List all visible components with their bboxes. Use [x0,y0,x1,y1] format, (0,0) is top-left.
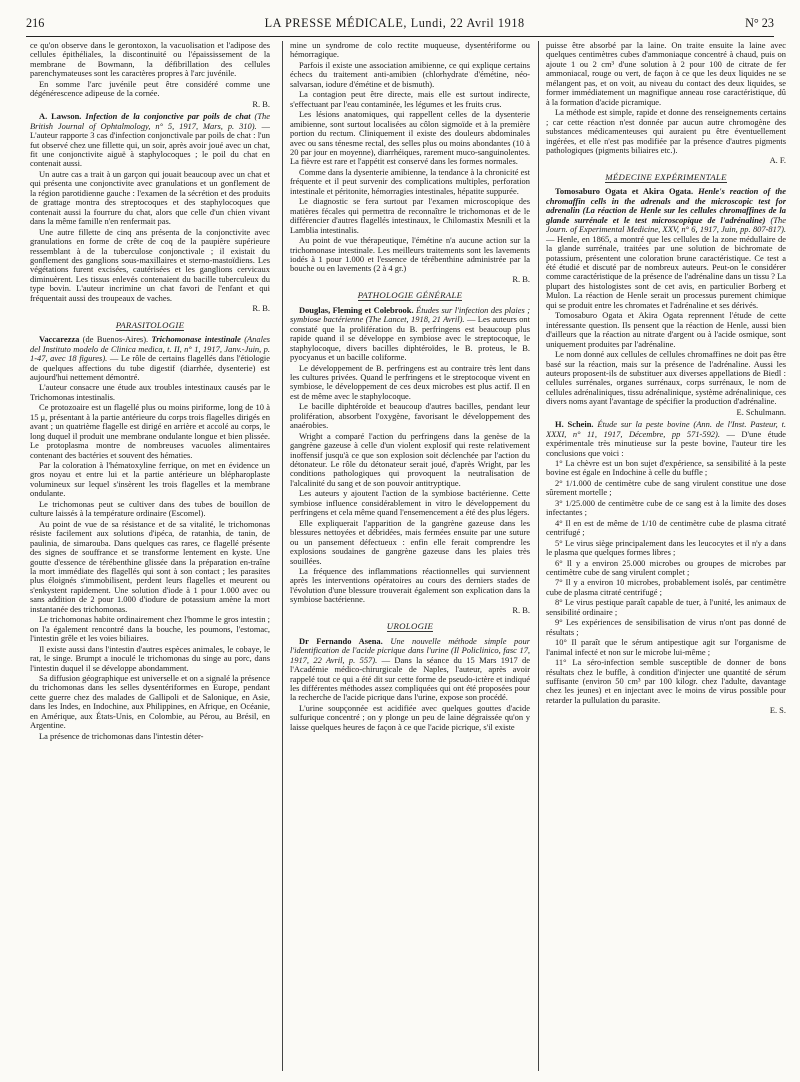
paragraph: Les auteurs y ajoutent l'action de la symbiose bactérienne. Cette symbiose influence considérablement in vitro le développement du perfringens et cela même quand l'ensemencement a été des plus légers. [290,488,530,518]
paragraph: ce qu'on observe dans le gerontoxon, la vacuolisation et l'adipose des cellules épithéliales, la discontinuité ou l'épaississement de la membrane de Bowmann, la défibrillation des cellules parenchymateuses sont les caractères propres à l'arc juvénile. [30,41,270,79]
paragraph: Le développement de B. perfringens est au contraire très lent dans les cultures privées. Quand le perfringens et le streptocoque vivent en symbiose, le développement de ces deux microbes est plus actif. Il en est de même avec le staphylocoque. [290,362,530,401]
paragraph: Il existe aussi dans l'intestin d'autres espèces animales, le cobaye, le rat, le singe. Brumpt a inoculé le trichomonas du singe au porc, dans l'intestin duquel il se développe abondamment. [30,643,270,673]
paragraph: Un autre cas a trait à un garçon qui jouait beaucoup avec un chat et qui présenta une conjonctivite avec granulations et un gonflement de la région parotidienne gauche : l'examen de la sécrétion et des produits de grattage montra des streptocoques et des staphylocoques que contenait aussi la fourrure du chat, alors que celle d'un chien vivant dans la même famille n'en renfermait pas. [30,168,270,227]
article-douglas [290,306,530,363]
signature: R. B. [252,303,270,314]
article-title: Henle's reaction of the chromaffin cells in the adrenals and the microscopic test for adrenalin (La réaction de Henle sur les cellules chromaffines de la glande surrénale et le test microscopique de l'adrénaline) [546,186,786,225]
section-heading: PARASITOLOGIE [115,319,185,330]
paragraph: Le bacille diphtéroïde et beaucoup d'autres bacilles, pendant leur prolifération, absorbent l'oxygène, favorisant le développement des anaérobies. [290,401,530,431]
paragraph: Les lésions anatomiques, qui rappellent celles de la dysenterie amibienne, sont surtout localisées au côlon sigmoïde et à la première portion du rectum. Cliniquement il existe des douleurs abdominales avec ou sans ténesme rectal, des selles plus ou moins abondantes (10 à 20 par jour en moyenne), diarrhéiques, rarement muco-sanguinolentes. La fièvre est rare et l'appétit est conservé dans les formes normales. [290,109,530,167]
section-heading: UROLOGIE [386,621,434,632]
article-ogata [546,187,786,310]
section-heading: MÉDECINE EXPÉRIMENTALE [605,171,727,182]
section-heading: PATHOLOGIE GÉNÉRALE [357,290,463,301]
paragraph: mine un syndrome de colo rectite muqueuse, dysentériforme ou hémorragique. [290,41,530,60]
list-item: 2° 1/1.000 de centimètre cube de sang virulent constitue une dose sûrement mortelle ; [546,477,786,498]
paragraph: Comme dans la dysenterie amibienne, la tendance à la chronicité est fréquente et il peut survenir des complications multiples, perforation intestinale et péritonite, hémorragies intestinales, hépatite suppurée. [290,166,530,196]
article-text: — D'une étude expérimentale très minutieuse sur la peste bovine, l'auteur tire les conclusions que voici : [546,428,786,458]
signature: R. B. [512,273,530,284]
article-reference: (Il Policlinico, fasc 17, 1917, 22 Avril, p. 557). [290,645,530,665]
journal-title: LA PRESSE MÉDICALE, Lundi, 22 Avril 1918 [264,16,525,30]
column-1 [30,41,270,1071]
paragraph: L'urine soupçonnée est acidifiée avec quelques gouttes d'acide sulfurique concentré ; on y plonge un peu de laine dégraissée qu'on y laisse quelques heures de façon à ce que l'acide picrique, s'il existe [290,702,530,732]
article-reference: (Ann. de l'Inst. Pasteur, t. XXXI, n° 11, 1917, Décembre, pp 571-592). [546,419,786,439]
paragraph: En somme l'arc juvénile peut être considéré comme une dégénérescence adipeuse de la cornée. [30,78,270,99]
list-item: 4° Il en est de même de 1/10 de centimètre cube de plasma citraté centrifugé ; [546,517,786,538]
list-item: 11° La séro-infection semble susceptible de donner de bons résultats chez le buffle, à condition d'injecter une quantité de sérum suffisante (environ 50 cm³ par 100 kilogr. chez l'adulte, davantage chez les jeunes) et en injectant avec le moins de virus possible pour retarder la pullulation du parasite. [546,657,786,705]
article-title: Une nouvelle méthode simple pour l'identification de l'acide picrique dans l'urine [290,635,530,656]
article-author: H. Schein. [555,419,594,430]
article-author: Tomosaburo Ogata et Akira Ogata. [555,186,694,197]
article-text: — L'auteur rapporte 3 cas d'infection conjonctivale par poils de chat : l'un fut observé chez une fillette qui, un soir, après avoir joué avec un chat, fit une conjonctivite aiguë à staphylocoques ; le poil du chat en contenait aussi. [30,120,270,169]
paragraph: Elle expliquerait l'apparition de la gangrène gazeuse dans les blessures nettoyées et débridées, mais fermées ensuite par une suture ou un pansement défectueux : enfin elle ferait comprendre les explosions soudaines de gangrène gazeuse dans les plaies très souillées. [290,517,530,566]
article-author: Douglas, Fleming et Colebrook. [299,304,414,315]
article-asena [290,637,530,703]
article-reference: (The Lancet, 1918, 21 Avril). [365,314,465,325]
list-item: 1° La chèvre est un bon sujet d'expérience, sa sensibilité à la peste bovine est égale en Indochine à celle du buffle ; [546,458,786,478]
page-number: 216 [26,16,45,30]
article-reference: (The British Journal of Ophtalmology, n° 5, 1917, Mars, p. 310). [30,111,270,131]
header-rule [26,36,774,37]
paragraph: Le trichomonas habite ordinairement chez l'homme le gros intestin ; on l'a également rencontré dans la bouche, les poumons, l'estomac, l'intestin grêle et les voies biliaires. [30,614,270,644]
column-2 [290,41,530,1071]
paragraph: Par la coloration à l'hématoxyline ferrique, on met en évidence un gros noyau et entre lui et la partie antérieure un blépharoplaste volumineux sur lequel s'insèrent les trois flagelles et la membrane ondulante. [30,460,270,499]
signature: E. Schulmann. [736,406,786,417]
article-schein [546,420,786,458]
article-reference: (The Journ. of Experimental Medicine, XXV, n° 6, 1917, Juin, pp. 807-817). [546,214,786,235]
paragraph: Ce protozoaire est un flagellé plus ou moins piriforme, long de 10 à 15 μ, présentant à la partie antérieure du corps trois flagelles dirigés en avant ; un quatrième flagelle est dirigé en arrière et accolé au corps, le long duquel il produit une membrane ondulante longue et bien plissée. Le protoplasma montre de nombreuses vacuoles alimentaires contenant des bactéries et souvent des hématies. [30,402,270,460]
paragraph: La fréquence des inflammations réactionnelles qui surviennent après les interventions opératoires au cours des derniers stades de l'évolution d'une blessure trouverait également son explication dans la symbiose bactérienne. [290,566,530,605]
paragraph: puisse être absorbé par la laine. On traite ensuite la laine avec quelques centimètres cubes d'ammoniaque concentré à chaud, puis on ajoute 1 ou 2 cm³ d'une solution à 2 pour 100 de citrate de fer ammoniacal, rouge ou vert, de façon à ce que les deux liquides ne se mélangent pas, et on voit, au niveau du contact des deux liquides, se former immédiatement un magnifique anneau rose caractéristique, dû à la formation d'acide picramique. [546,41,786,107]
paragraph: Tomosaburo Ogata et Akira Ogata reprennent l'étude de cette intéressante question. Ils pensent que la réaction de Henle, aussi bien d'ailleurs que la réaction au nitrate d'argent ou à l'acide osmique, sont uniquement produites par l'adrénaline. [546,310,786,349]
paragraph: L'auteur consacre une étude aux troubles intestinaux causés par le Trichomonas intestinalis. [30,382,270,402]
paragraph: Le diagnostic se fera surtout par l'examen microscopique des matières fécales qui permettra de reconnaître le trichomonas et de le différencier d'autres flagellés intestinaux, le Chilomastix Mesnili et la Lamblia intestinalis. [290,196,530,235]
list-item: 5° Le virus siège principalement dans les leucocytes et il n'y a dans le plasma que quelques formes libres ; [546,537,786,558]
article-text: — Les auteurs ont constaté que la prolifération du B. perfringens est beaucoup plus rapide quand il se développe en symbiose avec le streptocoque, le staphylocoque, divers bacilles diphtéroïdes, le B. proteus, le B. pyocyanus et un bacille coliforme. [290,314,530,363]
issue-number: N° 23 [745,16,774,30]
paragraph: Une autre fillette de cinq ans présenta de la conjonctivite avec granulations en forme de crête de coq de la paupière supérieure ressemblant à de la tuberculose conjonctivale ; il existait du gonflement des ganglions sous-maxillaires et sterno-mastoïdiens. Les végétations furent excisées, cautérisées et les ganglions cervicaux diminuèrent. Les tissus enlevés contenaient du bacille tuberculeux du type bovin. L'auteur incrimine un chat favori de l'enfant et qui fréquentait aussi des troupeaux de vaches. [30,226,270,303]
article-title: Infection de la conjonctive par poils de chat [85,111,251,122]
paragraph: La présence de trichomonas dans l'intestin déter- [39,730,204,741]
article-title: Trichomonase intestinale [151,334,241,345]
paragraph: Parfois il existe une association amibienne, ce qui explique certains échecs du traitement anti-amibien (chlorhydrate d'émétine, néo-salvarsan, iodure d'émétine et de bismuth). [290,59,530,89]
article-text: — Dans la séance du 15 Mars 1917 de l'Académie médico-chirurgicale de Naples, l'auteur, après avoir rappelé tout ce qui a été dit sur cette forme de pseudo-ictère et indiqué les différentes méthodes assez compliquées qui ont été proposées pour la recherche de l'acide picrique dans l'urine, expose son procédé. [290,654,530,703]
article-author: A. Lawson. [39,111,82,122]
list-item: 9° Les expériences de sensibilisation de virus n'ont pas donné de résultats ; [546,617,786,637]
article-lawson [30,112,270,169]
list-item: 8° Le virus pestique paraît capable de tuer, à l'unité, les animaux de sensibilité ordinaire ; [546,597,786,617]
signature: E. S. [769,705,786,716]
article-author: Dr Fernando Asena. [299,635,383,646]
signature: A. F. [769,155,786,166]
paragraph: Le trichomonas peut se cultiver dans des tubes de bouillon de culture laissés à la température ordinaire (Escomel). [30,498,270,519]
paragraph: Sa diffusion géographique est universelle et on a signalé la présence du trichomonas dans les selles dysentériformes en Europe, pendant cette guerre chez des malades de Gallipoli et de Salonique, en Asie, dans les Indes, en Indochine, aux Philippines, en Afrique, en Océanie, en Amérique, aux États-Unis, en Colombie, au Pérou, au Brésil, en Argentine. [30,673,270,731]
paragraph: Au point de vue thérapeutique, l'émétine n'a aucune action sur la trichomonase intestinale. Les meilleurs traitements sont les lavements iodés à 1 pour 1.000 et l'essence de térébenthine administrée par la bouche ou en lavements (2 à 4 gr.) [290,235,530,274]
article-text: — Henle, en 1865, a montré que les cellules de la zone médullaire de la glande surrénale, traitées par une solution de bichromate de potassium, présentent une coloration brune caractéristique. Ce test a été étudié et discuté par de nombreux auteurs. Peut-on le considérer comme caractéristique de la présence de l'adrénaline dans un tissu ? La plupart des histologistes sont de cet avis, en particulier Borberg et Mulon. La réaction de Henle serait un processus purement chimique qui se produit entre les chromates et l'adrénaline et ses dérivés. [546,233,786,310]
page-header [26,16,774,34]
article-origin: (de Buenos-Aires). [82,334,149,345]
article-reference: (Anales del Instituto modelo de Clinica medica, t. II, n° 1, 1917, Janv.-Juin, p. 1-47, avec 18 figures). [30,334,270,364]
column-3 [546,41,786,1071]
article-title: Études sur l'infection des plaies ; symbiose bactérienne [290,304,530,325]
paragraph: La contagion peut être directe, mais elle est surtout indirecte, s'effectuant par l'eau contaminée, les légumes et les fruits crus. [290,89,530,109]
paragraph: Au point de vue de sa résistance et de sa vitalité, le trichomonas résiste facilement aux solutions d'ipéca, de ratanhia, de tanin, de paulinia, de simarouba. Dans quelques cas rares, ce flagellé présente des signes de souffrance et se transforme lentement en kyste. Une goutte d'essence de térébenthine glissée dans la préparation en-traîne la mort immédiate des flagellés qui sont à son contact ; les parasites plus éloignés s'immobilisent, perdent leurs flagelles et meurent ou s'enkystent rapidement. Une solution d'iode à 1 pour 1.000 avec ou sans addition de 2 pour 1.000 d'iodure de potassium amène la mort instantanée des trichomonas. [30,518,270,614]
list-item: 6° Il y a environ 25.000 microbes ou groupes de microbes par centimètre cube de sang virulent complet ; [546,557,786,578]
paragraph: Wright a comparé l'action du perfringens dans la genèse de la gangrène gazeuse à celle d'un violent explosif qui reste relativement inoffensif jusqu'à ce que son explosion soit déclenchée par l'action du détonateur. Le rôle du détonateur serait joué, d'après Wright, par les conditions pathologiques qui provoquent la neutralisation de l'alcalinité du sang et de son pouvoir antitryptique. [290,430,530,488]
article-vaccarezza [30,335,270,382]
signature: R. B. [252,98,270,109]
column-divider [538,41,539,1071]
paragraph: Le nom donné aux cellules de cellules chromaffines ne doit pas être basé sur la réaction, mais sur la présence de l'adrénaline. Aussi les auteurs proposent-ils de substituer aux diverses appellations de Biedl : cellules surrénales, organes surrénaux, corps surrénaux, le nom de cellules adrénaliniques, tissu adrénalinique, système adrénalinique, ces divers noms ayant l'avantage de spécifier la production d'adrénaline. [546,349,786,407]
article-title: Étude sur la peste bovine [597,419,690,430]
list-item: 7° Il y a environ 10 microbes, probablement isolés, par centimètre cube de plasma citraté centrifugé ; [546,577,786,597]
list-item: 3° 1/25.000 de centimètre cube de ce sang est à la limite des doses infectantes ; [546,497,786,518]
paragraph: La méthode est simple, rapide et donne des renseignements certains ; car cette réaction n'est donnée par aucun autre chromogène des substances médicamenteuses qui auraient pu être éventuellement ingérées, et elle n'est pas modifiée par la présence d'autres pigments pathologiques (pigments biliaires etc.). [546,107,786,155]
signature: R. B. [512,604,530,615]
article-text: — Le rôle de certains flagellés dans l'étiologie de quelques affections du tube digestif (diarrhée, dysenterie) est aujourd'hui nettement démontré. [30,353,270,382]
list-item: 10° Il paraît que le sérum antipestique agit sur l'organisme de l'animal infecté et non sur le microbe lui-même ; [546,637,786,657]
column-divider [282,41,283,1071]
article-author: Vaccarezza [39,334,80,345]
